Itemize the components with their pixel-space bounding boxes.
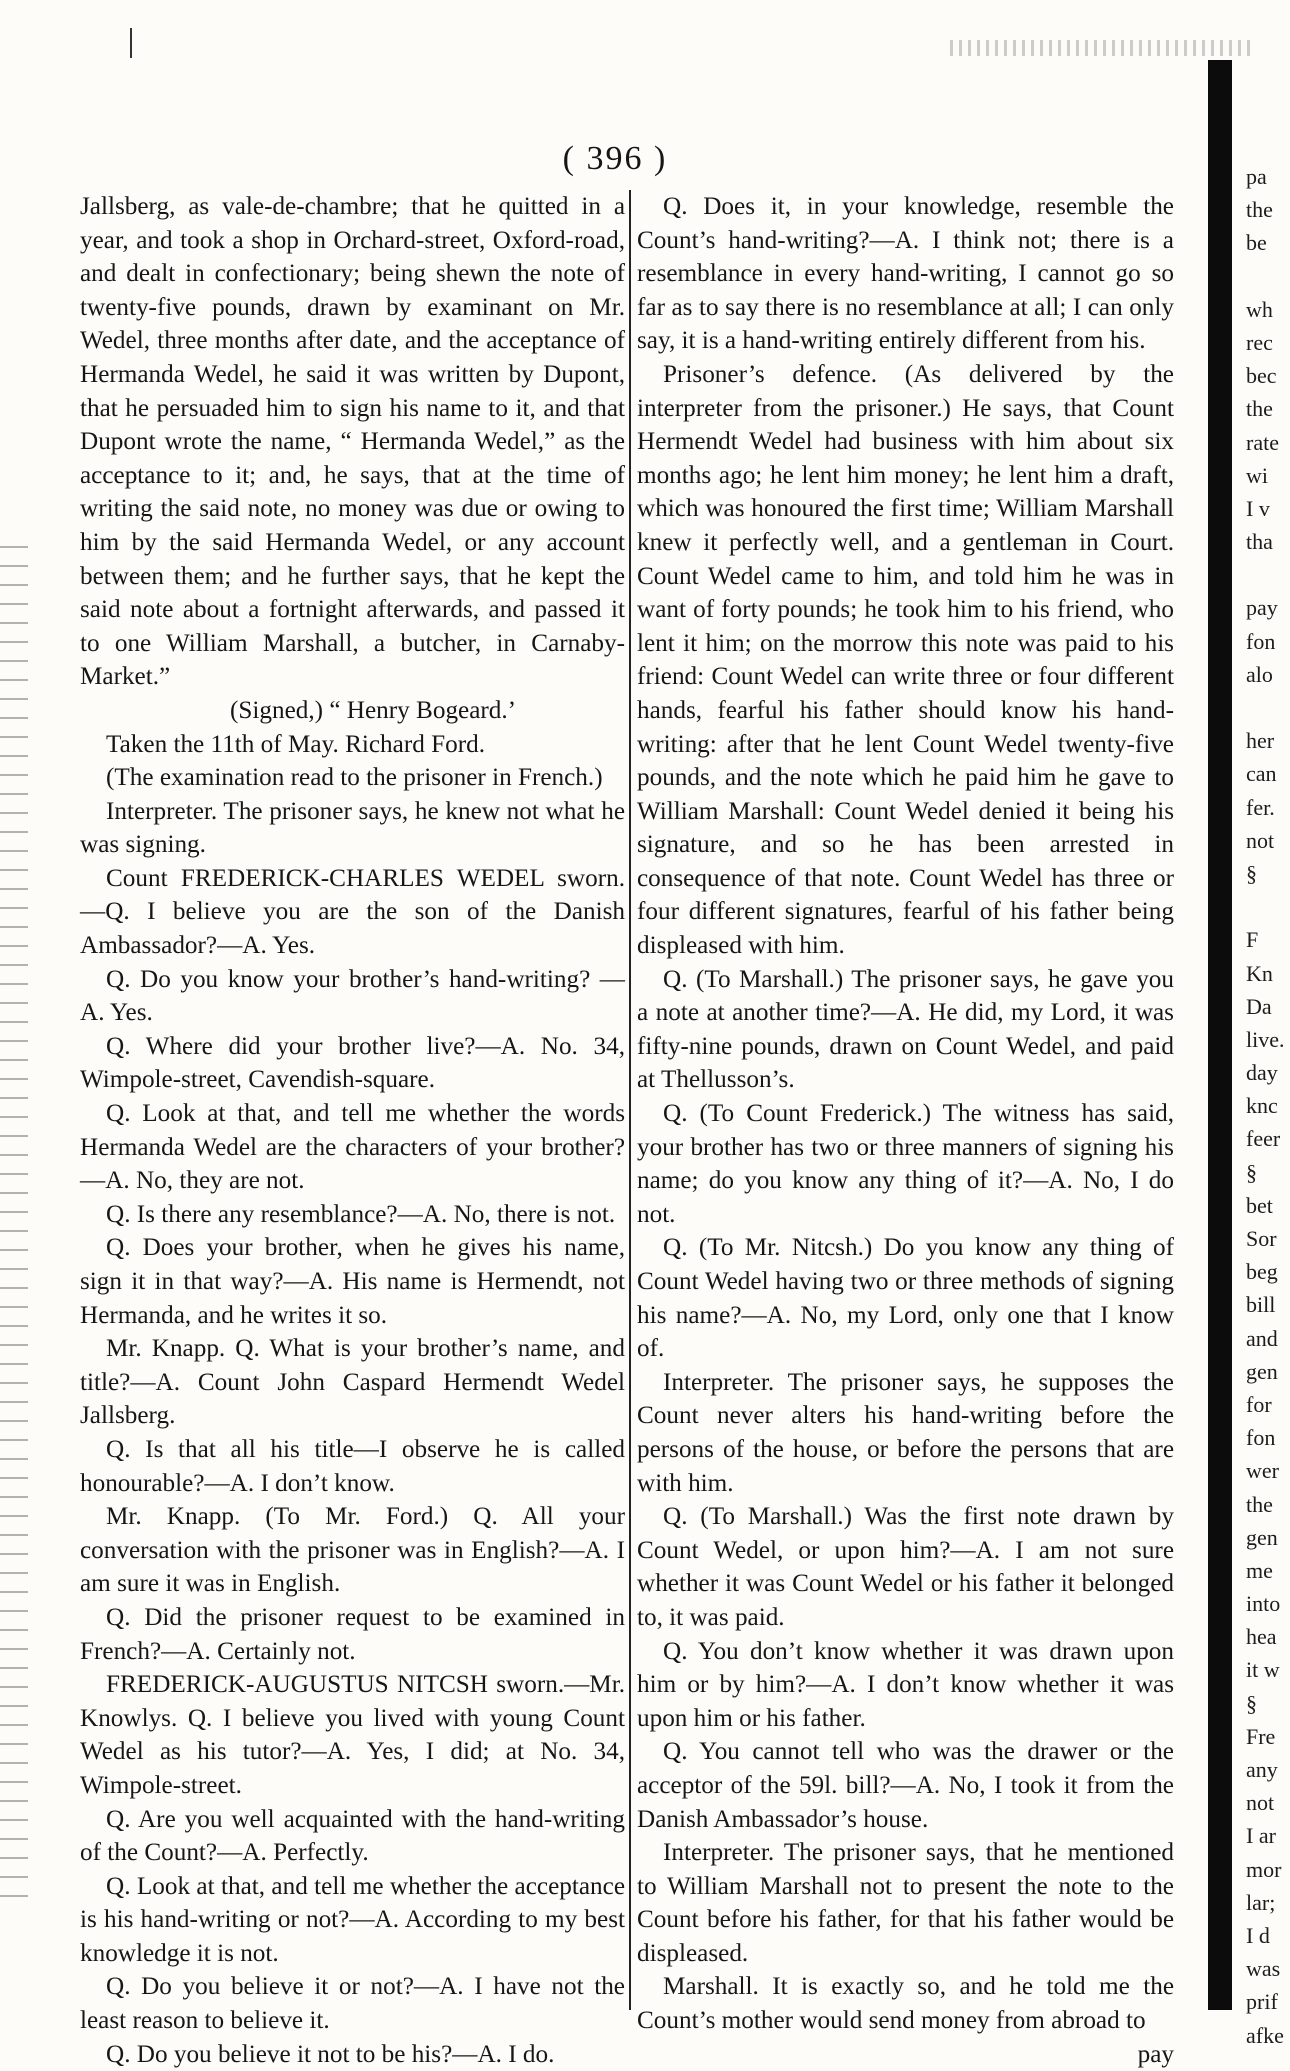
edge-fragment: can [1246, 761, 1277, 787]
edge-fragment: mor [1246, 1856, 1282, 1882]
edge-fragment: wer [1246, 1458, 1279, 1484]
edge-fragment: bec [1246, 363, 1277, 389]
edge-fragment: gen [1246, 1358, 1278, 1384]
edge-fragment [1246, 260, 1290, 293]
edge-fragment: F [1246, 927, 1259, 953]
edge-fragment: alo [1246, 661, 1273, 687]
edge-fragment: it w [1246, 1657, 1280, 1683]
edge-fragment: Kn [1246, 960, 1273, 986]
paragraph: Mr. Knapp. (To Mr. Ford.) Q. All your conversation with the prisoner was in English?—A. I am sure it was in English. [80, 1503, 625, 1598]
edge-fragment [1246, 890, 1290, 923]
edge-fragment: § [1246, 860, 1257, 886]
edge-fragment: gen [1246, 1524, 1278, 1550]
edge-fragment: live. [1246, 1026, 1285, 1052]
edge-fragment: Da [1246, 993, 1272, 1019]
edge-fragment: bill [1246, 1292, 1276, 1318]
paragraph: Q. You cannot tell who was the drawer or the acceptor of the 59l. bill?—A. No, I took it from the Danish Ambassador’s house. [637, 1738, 1174, 1833]
edge-fragment: for [1246, 1391, 1272, 1417]
edge-fragment: not [1246, 827, 1275, 853]
edge-fragment: her [1246, 728, 1275, 754]
paragraph: pay [1137, 2040, 1174, 2068]
paragraph: Mr. Knapp. Q. What is your brother’s name, and title?—A. Count John Caspard Hermendt Wedel Jallsberg. [80, 1335, 625, 1430]
paragraph: Prisoner’s defence. (As delivered by the interpreter from the prisoner.) He says, that Count Hermendt Wedel had business with him about six months ago; he lent him money; he lent him a draft, which was honoured the first time; William Marshall knew it perfectly well, and a gentleman in Court. Count Wedel came to him, and told him he was in want of forty pounds; he took him to his friend, who lent it him; on the morrow this note was paid to his friend: Count Wedel can write three or four different hands, fearful his father should know his hand-writing: after that he lent Count Wedel twenty-five pounds, and the note which he paid him he gave to William Marshall: Count Wedel denied it being his signature, and so he has been arrested in consequence of that note. Count Wedel has three or four different signatures, fearful of his father being displeased with him. [637, 360, 1174, 960]
paragraph: Taken the 11th of May. Richard Ford. [106, 730, 485, 758]
paragraph: Q. You don’t know whether it was drawn upon him or by him?—A. I don’t know whether it was upon him or his father. [637, 1637, 1174, 1732]
page-gutter-shadow [1208, 60, 1232, 2010]
edge-fragment: I v [1246, 495, 1270, 521]
edge-fragment: bet [1246, 1192, 1273, 1218]
column-divider [629, 190, 631, 2010]
paragraph: Q. Do you believe it or not?—A. I have not the least reason to believe it. [80, 1973, 625, 2035]
edge-fragment: rec [1246, 329, 1273, 355]
edge-fragment: and [1246, 1325, 1278, 1351]
edge-fragment: Sor [1246, 1226, 1277, 1251]
paragraph: Jallsberg, as vale-de-chambre; that he quitted in a year, and took a shop in Orchard-street, Oxford-road, and dealt in confectionary; being shewn the note of twenty-five pounds, drawn by examinant on Mr. Wedel, three months after date, and the acceptance of Hermanda Wedel, he said it was written by Dupont, that he persuaded him to sign his name to it, and that Dupont wrote the name, “ Hermanda Wedel,” as the acceptance to it; and, he says, that at the time of writing the said note, no money was due or owing to him by the said Hermanda Wedel, or any account between them; and he further says, that he kept the said note about a fortnight afterwards, and passed it to one William Marshall, a butcher, in Carnaby-Market.” [80, 193, 625, 691]
paragraph: Q. Where did your brother live?—A. No. 34, Wimpole-street, Cavendish-square. [80, 1032, 625, 1094]
scan-mark [130, 28, 132, 58]
edge-fragment: me [1246, 1557, 1273, 1583]
paragraph: Interpreter. The prisoner says, that he mentioned to William Marshall not to present the note to the Count before his father, for that his father would be displeased. [637, 1839, 1174, 1967]
edge-fragment: § [1246, 1690, 1257, 1716]
paragraph: Q. Is that all his title—I observe he is called honourable?—A. I don’t know. [80, 1435, 625, 1497]
paragraph: Q. Look at that, and tell me whether the words Hermanda Wedel are the characters of your brother?—A. No, they are not. [80, 1100, 625, 1195]
edge-fragment: be [1246, 230, 1267, 256]
paragraph: Q. Do you know your brother’s hand-writing? —A. Yes. [80, 965, 625, 1027]
edge-fragment: was [1246, 1956, 1281, 1982]
edge-fragment: wh [1246, 296, 1273, 322]
paragraph: Q. Does your brother, when he gives his name, sign it in that way?—A. His name is Hermendt, not Hermanda, and he writes it so. [80, 1234, 625, 1329]
middle-text-column [637, 190, 1174, 2071]
next-page-edge-text [1246, 160, 1290, 2052]
paragraph: (Signed,) “ Henry Bogeard.’ [230, 696, 517, 724]
edge-fragment: pa [1246, 164, 1267, 189]
edge-fragment: tha [1246, 529, 1273, 555]
edge-fragment: § [1246, 1159, 1257, 1185]
paragraph: Q. Look at that, and tell me whether the acceptance is his hand-writing or not?—A. According to my best knowledge it is not. [80, 1872, 625, 1967]
edge-fragment [1246, 558, 1290, 591]
edge-fragment [1246, 691, 1290, 724]
paragraph: Q. Does it, in your knowledge, resemble the Count’s hand-writing?—A. I think not; there is a resemblance in every hand-writing, I cannot go so far as to say there is no resemblance at all; I can only say, it is a hand-writing entirely different from his. [637, 193, 1174, 355]
edge-fragment: beg [1246, 1259, 1278, 1285]
edge-fragment: hea [1246, 1624, 1277, 1650]
paragraph: Q. (To Marshall.) Was the first note drawn by Count Wedel, or upon him?—A. I am not sure whether it was Count Wedel or his father it belonged to, it was paid. [637, 1503, 1174, 1631]
edge-fragment: feer [1246, 1126, 1281, 1152]
paragraph: FREDERICK-AUGUSTUS NITCSH sworn.—Mr. Knowlys. Q. I believe you lived with young Count Wedel as his tutor?—A. Yes, I did; at No. 34, Wimpole-street. [80, 1671, 625, 1799]
edge-fragment: the [1246, 197, 1273, 223]
paragraph: Q. Did the prisoner request to be examined in French?—A. Certainly not. [80, 1603, 625, 1665]
edge-fragment: knc [1246, 1093, 1278, 1119]
edge-fragment: pay [1246, 595, 1278, 621]
edge-fragment: wi [1246, 462, 1268, 488]
edge-fragment: I d [1246, 1922, 1270, 1948]
edge-fragment: the [1246, 1491, 1273, 1517]
paragraph: Marshall. It is exactly so, and he told me the Count’s mother would send money from abroad to [637, 1973, 1174, 2035]
paragraph: Q. (To Count Frederick.) The witness has said, your brother has two or three manners of signing his name; do you know any thing of it?—A. No, I do not. [637, 1100, 1174, 1228]
paragraph: Q. (To Mr. Nitcsh.) Do you know any thing of Count Wedel having two or three methods of signing his name?—A. No, my Lord, only one that I know of. [637, 1234, 1174, 1363]
edge-fragment: day [1246, 1060, 1278, 1086]
left-text-column [80, 190, 625, 2071]
edge-fragment: fer. [1246, 794, 1275, 820]
paragraph: Interpreter. The prisoner says, he knew not what he was signing. [80, 797, 625, 859]
paragraph: (The examination read to the prisoner in French.) [106, 764, 603, 792]
paragraph: Count FREDERICK-CHARLES WEDEL sworn. —Q. I believe you are the son of the Danish Ambassador?—A. Yes. [80, 864, 625, 960]
edge-fragment: rate [1246, 429, 1279, 455]
edge-fragment: any [1246, 1757, 1278, 1782]
scan-artifact [950, 40, 1250, 56]
edge-fragment: afke [1246, 2022, 1284, 2048]
edge-fragment: lar; [1246, 1889, 1276, 1915]
paragraph: Q. Is there any resemblance?—A. No, there is not. [106, 1200, 616, 1228]
edge-fragment: Fre [1246, 1723, 1276, 1749]
edge-fragment: the [1246, 396, 1273, 422]
edge-fragment: fon [1246, 1425, 1276, 1451]
paragraph: Q. Do you believe it not to be his?—A. I do. [106, 2040, 555, 2068]
edge-fragment: fon [1246, 628, 1276, 654]
paragraph: Q. Are you well acquainted with the hand-writing of the Count?—A. Perfectly. [80, 1805, 625, 1867]
paragraph: Q. (To Marshall.) The prisoner says, he gave you a note at another time?—A. He did, my Lord, it was fifty-nine pounds, drawn on Count Wedel, and paid at Thellusson’s. [637, 965, 1174, 1094]
binding-margin-artifacts [0, 540, 28, 1910]
edge-fragment: into [1246, 1591, 1281, 1617]
paragraph: Interpreter. The prisoner says, he supposes the Count never alters his hand-writing before the persons of the house, or before the persons that are with him. [637, 1368, 1174, 1497]
edge-fragment: not [1246, 1790, 1275, 1816]
edge-fragment: prif [1246, 1989, 1278, 2015]
edge-fragment: I ar [1246, 1823, 1276, 1849]
page-number: ( 396 ) [562, 140, 668, 177]
